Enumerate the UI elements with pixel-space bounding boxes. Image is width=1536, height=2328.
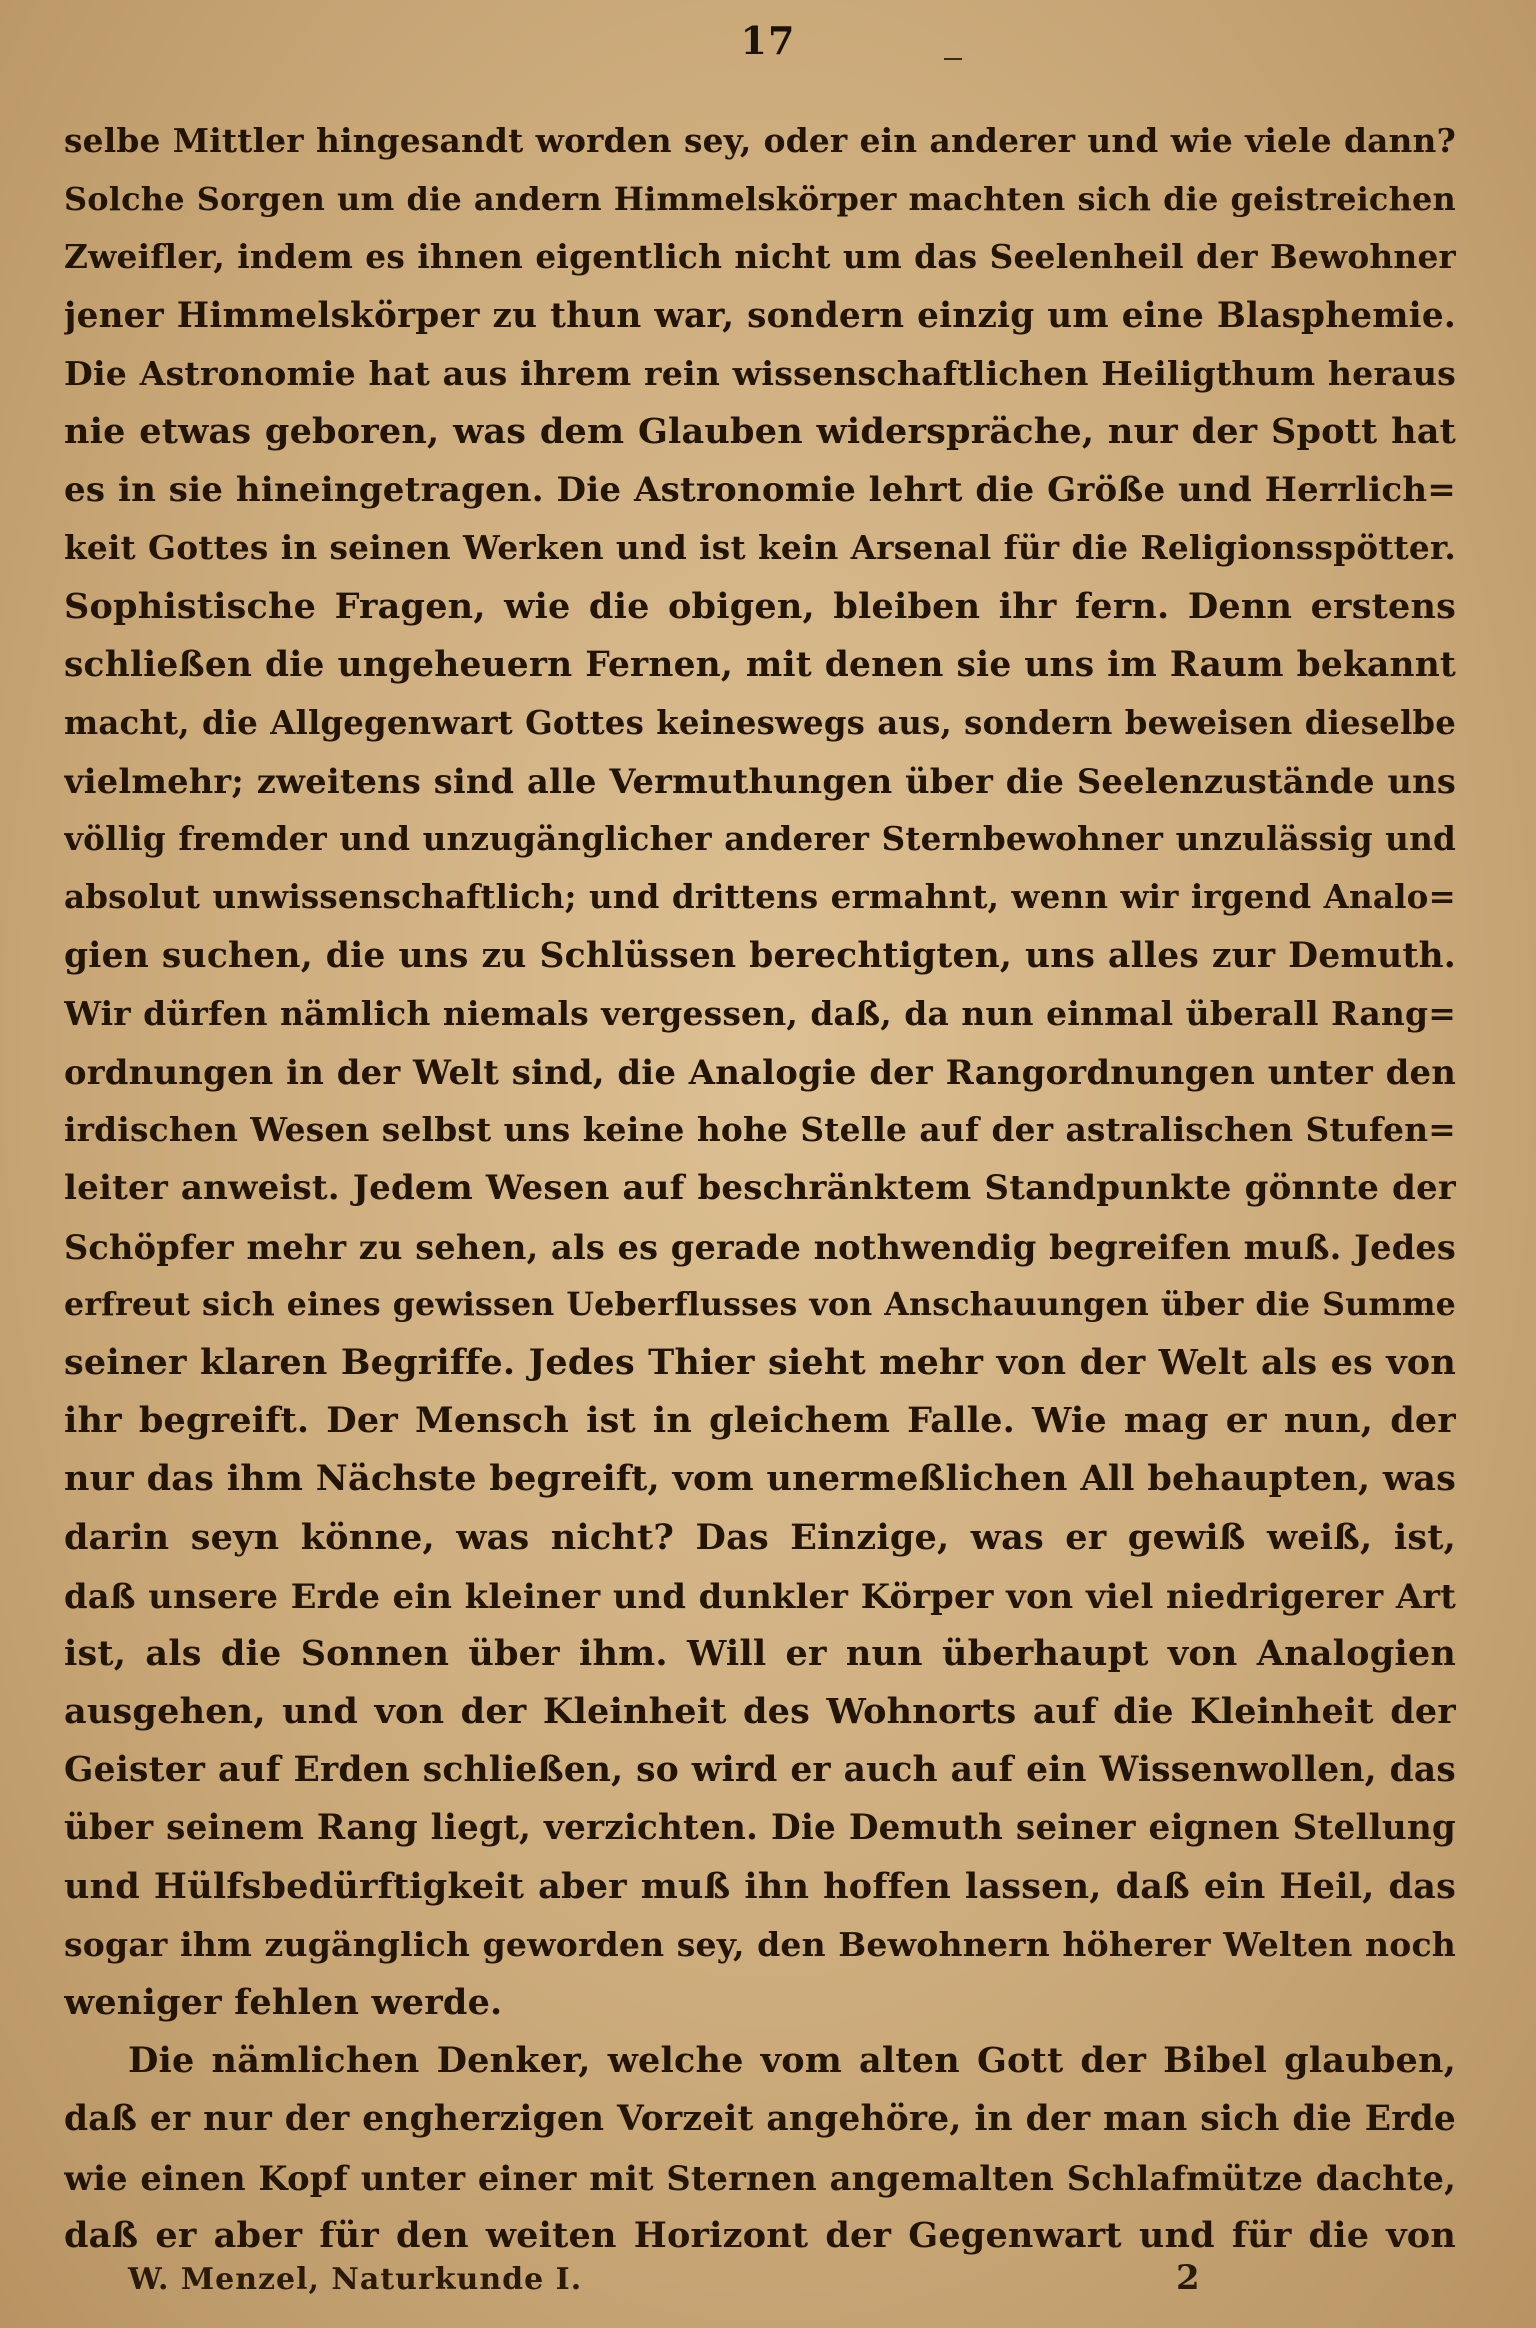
text-line: Schöpfer mehr zu sehen, als es gerade nothwendig begreifen muß. Jedes: [64, 1226, 1456, 1267]
sheet-number: 2: [1176, 2258, 1200, 2298]
text-line: Wir dürfen nämlich niemals vergessen, daß, da nun einmal überall Rang=: [64, 993, 1456, 1033]
text-line: macht, die Allgegenwart Gottes keineswegs aus, sondern beweisen dieselbe: [64, 703, 1456, 742]
text-line: erfreut sich eines gewissen Ueberflusses von Anschauungen über die Summe: [64, 1285, 1456, 1323]
text-line: keit Gottes in seinen Werken und ist kein Arsenal für die Religionsspötter.: [64, 528, 1456, 568]
text-line-paragraph-start: Die nämlichen Denker, welche vom alten Gott der Bibel glauben,: [128, 2040, 1456, 2082]
print-mark: [944, 58, 962, 60]
text-line: ausgehen, und von der Kleinheit des Wohnorts auf die Kleinheit der: [64, 1691, 1456, 1733]
page-footer: [0, 2258, 1536, 2310]
text-line-paragraph-end: weniger fehlen werde.: [64, 1982, 503, 2023]
page-number: 17: [740, 18, 796, 63]
text-line: Geister auf Erden schließen, so wird er auch auf ein Wissenwollen, das: [64, 1750, 1456, 1791]
text-line: sogar ihm zugänglich geworden sey, den Bewohnern höherer Welten noch: [64, 1924, 1456, 1964]
text-line: es in sie hineingetragen. Die Astronomie lehrt die Größe und Herrlich=: [64, 470, 1456, 511]
text-line: gien suchen, die uns zu Schlüssen berechtigten, uns alles zur Demuth.: [64, 935, 1456, 976]
text-line: jener Himmelskörper zu thun war, sondern einzig um eine Blasphemie.: [64, 295, 1456, 336]
text-line: seiner klaren Begriffe. Jedes Thier sieht mehr von der Welt als es von: [64, 1341, 1456, 1383]
text-line: Die Astronomie hat aus ihrem rein wissenschaftlichen Heiligthum heraus: [64, 353, 1456, 393]
text-line: nur das ihm Nächste begreift, vom unermeßlichen All behaupten, was: [64, 1458, 1456, 1500]
text-line: absolut unwissenschaftlich; und drittens ermahnt, wenn wir irgend Analo=: [64, 877, 1456, 917]
text-line: ordnungen in der Welt sind, die Analogie der Rangordnungen unter den: [64, 1052, 1456, 1092]
text-line: daß er aber für den weiten Horizont der Gegenwart und für die von: [64, 2214, 1456, 2256]
text-line: schließen die ungeheuern Fernen, mit denen sie uns im Raum bekannt: [64, 644, 1456, 685]
text-line: irdischen Wesen selbst uns keine hohe Stelle auf der astralischen Stufen=: [64, 1110, 1456, 1150]
text-line: selbe Mittler hingesandt worden sey, oder ein anderer und wie viele dann?: [64, 121, 1456, 160]
text-line: ist, als die Sonnen über ihm. Will er nun überhaupt von Analogien: [64, 1632, 1456, 1674]
body-text: [64, 112, 1456, 2265]
text-line: darin seyn könne, was nicht? Das Einzige, was er gewiß weiß, ist,: [64, 1516, 1456, 1558]
signature-mark: W. Menzel, Naturkunde I.: [128, 2262, 583, 2297]
text-line: Solche Sorgen um die andern Himmelskörper machten sich die geistreichen: [64, 180, 1456, 219]
text-line: nie etwas geboren, was dem Glauben widerspräche, nur der Spott hat: [64, 410, 1456, 452]
text-line: und Hülfsbedürftigkeit aber muß ihn hoffen lassen, daß ein Heil, das: [64, 1865, 1456, 1907]
text-line: daß unsere Erde ein kleiner und dunkler Körper von viel niedrigerer Art: [64, 1575, 1456, 1616]
text-line: daß er nur der engherzigen Vorzeit angehöre, in der man sich die Erde: [64, 2099, 1456, 2140]
text-line: Sophistische Fragen, wie die obigen, bleiben ihr fern. Denn erstens: [64, 585, 1456, 627]
text-line: völlig fremder und unzugänglicher anderer Sternbewohner unzulässig und: [64, 819, 1456, 859]
text-line: über seinem Rang liegt, verzichten. Die Demuth seiner eignen Stellung: [64, 1808, 1456, 1849]
text-line: Zweifler, indem es ihnen eigentlich nicht um das Seelenheil der Bewohner: [64, 237, 1456, 277]
text-line: vielmehr; zweitens sind alle Vermuthungen über die Seelenzustände uns: [64, 761, 1456, 802]
text-line: leiter anweist. Jedem Wesen auf beschränktem Standpunkte gönnte der: [64, 1168, 1456, 1209]
text-line: ihr begreift. Der Mensch ist in gleichem Falle. Wie mag er nun, der: [64, 1400, 1456, 1442]
text-line: wie einen Kopf unter einer mit Sternen angemalten Schlafmütze dachte,: [64, 2157, 1456, 2198]
